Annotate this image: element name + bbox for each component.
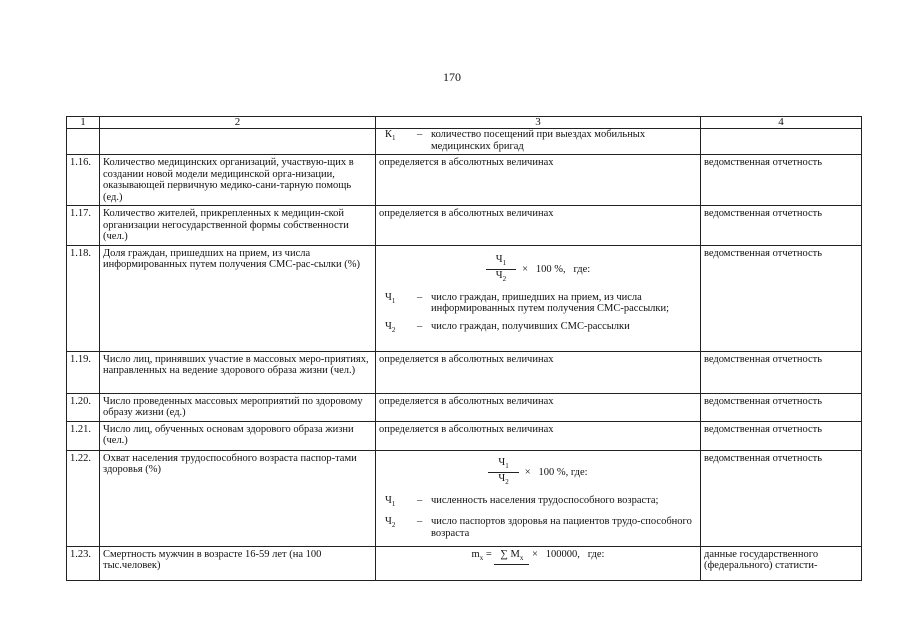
definition-text: количество посещений при выездах мобильных медицинских бригад bbox=[431, 129, 646, 152]
indicator-name: Число лиц, принявших участие в массовых меро-приятиях, направленных на ведение здорового образа жизни (чел.) bbox=[100, 351, 376, 393]
header-col-2: 2 bbox=[100, 117, 376, 129]
definition: $Ч_2$ – число граждан, получивших СМС-рассылки bbox=[379, 321, 697, 337]
calculation-method: определяется в абсолютных величинах bbox=[376, 206, 701, 246]
calculation-method: определяется в абсолютных величинах bbox=[376, 421, 701, 450]
continuation-definition: $К_1$ – количество посещений при выездах мобильных медицинских бригад bbox=[376, 129, 701, 155]
calculation-method bbox=[376, 245, 701, 351]
header-row bbox=[67, 117, 862, 129]
indicator-table bbox=[66, 116, 862, 581]
table-row bbox=[67, 206, 862, 246]
table-row bbox=[67, 155, 862, 206]
formula bbox=[379, 457, 697, 489]
definition: $Ч_1$ – число граждан, пришедших на прием, из числа информированных путем получения СМС-рассылки; bbox=[379, 292, 697, 315]
formula-tail: × 100 %, где: bbox=[524, 466, 588, 478]
data-source: ведомственная отчетность bbox=[701, 351, 862, 393]
indicator-name: Количество медицинских организаций, участвую-щих в создании новой модели медицинской орга-низации, оказывающей первичную медико-сани-тарную помощь (ед.) bbox=[100, 155, 376, 206]
row-number: 1.17. bbox=[67, 206, 100, 246]
data-source: данные государственного (федерального) статисти- bbox=[701, 546, 862, 580]
data-source: ведомственная отчетность bbox=[701, 421, 862, 450]
indicator-name: Охват населения трудоспособного возраста паспор-тами здоровья (%) bbox=[100, 450, 376, 546]
data-source: ведомственная отчетность bbox=[701, 206, 862, 246]
data-source: ведомственная отчетность bbox=[701, 393, 862, 421]
definition-text: число паспортов здоровья на пациентов трудо-способного возраста bbox=[431, 516, 692, 539]
fraction: $\frac{Ч_1}{Ч_2}$ bbox=[488, 457, 518, 489]
definition: $Ч_1$ – численность населения трудоспособного возраста; bbox=[379, 495, 697, 511]
indicator-name: Число лиц, обученных основам здорового образа жизни (чел.) bbox=[100, 421, 376, 450]
sum-numerator: ∑ $M_x$ bbox=[494, 549, 529, 566]
row-number: 1.18. bbox=[67, 245, 100, 351]
formula: $m_x$ = ∑ $M_x \times 100000$, где: bbox=[379, 549, 697, 566]
data-source: ведомственная отчетность bbox=[701, 155, 862, 206]
indicator-name: Доля граждан, пришедших на прием, из числа информированных путем получения СМС-рас-сылки (%) bbox=[100, 245, 376, 351]
table-row bbox=[67, 245, 862, 351]
definition: $Ч_2$ – число паспортов здоровья на пациентов трудо-способного возраста bbox=[379, 516, 697, 539]
calculation-method: определяется в абсолютных величинах bbox=[376, 155, 701, 206]
indicator-name: Число проведенных массовых мероприятий по здоровому образу жизни (ед.) bbox=[100, 393, 376, 421]
formula bbox=[379, 254, 697, 286]
page-number: 170 bbox=[443, 70, 461, 84]
data-source: ведомственная отчетность bbox=[701, 450, 862, 546]
definition-text: число граждан, пришедших на прием, из числа информированных путем получения СМС-рассылки; bbox=[431, 291, 670, 315]
table-row bbox=[67, 450, 862, 546]
table-row bbox=[67, 393, 862, 421]
header-col-4: 4 bbox=[701, 117, 862, 129]
row-number: 1.16. bbox=[67, 155, 100, 206]
definition-text: численность населения трудоспособного возраста; bbox=[431, 494, 659, 506]
calculation-method bbox=[376, 450, 701, 546]
table-row bbox=[67, 351, 862, 393]
formula-tail: × 100000, где: bbox=[531, 548, 605, 560]
indicator-name: Смертность мужчин в возрасте 16-59 лет (на 100 тыс.человек) bbox=[100, 546, 376, 580]
data-source: ведомственная отчетность bbox=[701, 245, 862, 351]
row-number: 1.20. bbox=[67, 393, 100, 421]
definition-text: число граждан, получивших СМС-рассылки bbox=[431, 320, 630, 332]
row-number: 1.21. bbox=[67, 421, 100, 450]
row-number: 1.22. bbox=[67, 450, 100, 546]
row-number: 1.19. bbox=[67, 351, 100, 393]
formula-tail: × 100 %, где: bbox=[522, 263, 591, 275]
symbol-k: К bbox=[385, 129, 393, 140]
header-col-1: 1 bbox=[67, 117, 100, 129]
table-row-continuation bbox=[67, 129, 862, 155]
calculation-method: определяется в абсолютных величинах bbox=[376, 393, 701, 421]
fraction: $\frac{Ч_1}{Ч_2}$ bbox=[486, 254, 516, 286]
indicator-name: Количество жителей, прикрепленных к медицин-ской организации негосударственной формы собственности (чел.) bbox=[100, 206, 376, 246]
calculation-method bbox=[376, 546, 701, 580]
table-row bbox=[67, 546, 862, 580]
row-number: 1.23. bbox=[67, 546, 100, 580]
calculation-method: определяется в абсолютных величинах bbox=[376, 351, 701, 393]
table-row bbox=[67, 421, 862, 450]
header-col-3: 3 bbox=[376, 117, 701, 129]
